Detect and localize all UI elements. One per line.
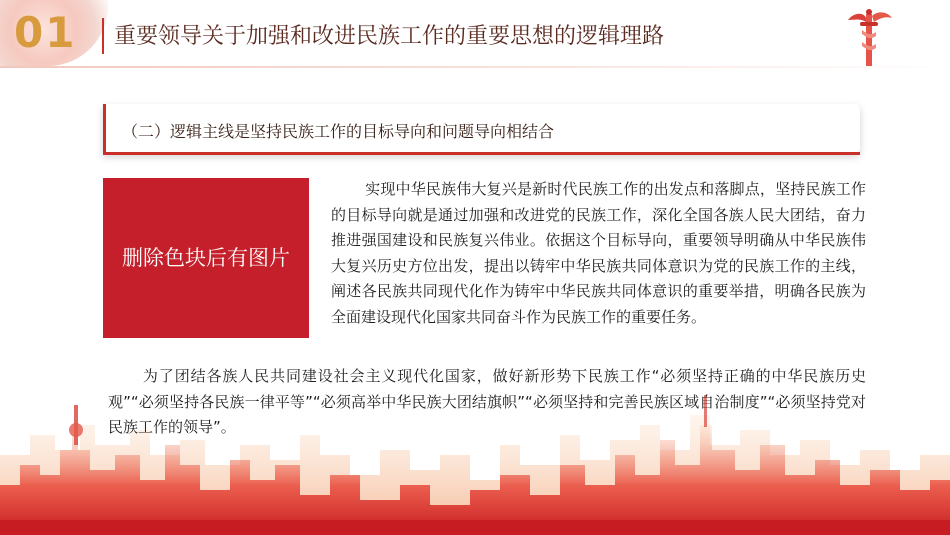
huabiao-pillar-icon — [842, 6, 896, 66]
body-paragraph-1-text: 实现中华民族伟大复兴是新时代民族工作的出发点和落脚点，坚持民族工作的目标导向就是通过加强和改进党的民族工作，深化全国各族人民大团结，奋力推进强国建设和民族复兴伟业。依据这个目标导向，重要领导明确从中华民族伟大复兴历史方位出发，提出以铸牢中华民族共同体意识为党的民族工作的主线，阐述各民族共同现代化作为铸牢中华民族共同体意识的重要举措，明确各民族为全面建设现代化国家共同奋斗作为民族工作的重要任务。 — [331, 180, 866, 326]
title-divider — [102, 18, 104, 54]
body-paragraph-1 — [331, 177, 866, 330]
body-paragraph-2-text: 为了团结各族人民共同建设社会主义现代化国家，做好新形势下民族工作“必须坚持正确的中华民族历史观”“必须坚持各民族一律平等”“必须高举中华民族大团结旗帜”“必须坚持和完善民族区域自治制度”“必须坚持党对民族工作的领导”。 — [108, 367, 866, 436]
header-underline — [0, 66, 950, 68]
subheading-underline — [103, 152, 860, 155]
section-number-badge — [0, 0, 108, 66]
slide-header — [0, 0, 950, 66]
image-placeholder-label: 删除色块后有图片 — [122, 246, 290, 270]
slide-title: 重要领导关于加强和改进民族工作的重要思想的逻辑理路 — [114, 24, 665, 49]
body-paragraph-2 — [108, 364, 866, 441]
subheading-text: （二）逻辑主线是坚持民族工作的目标导向和问题导向相结合 — [122, 122, 555, 141]
image-placeholder-block — [103, 178, 309, 338]
subheading-box — [103, 104, 860, 154]
section-number: 01 — [14, 8, 77, 57]
